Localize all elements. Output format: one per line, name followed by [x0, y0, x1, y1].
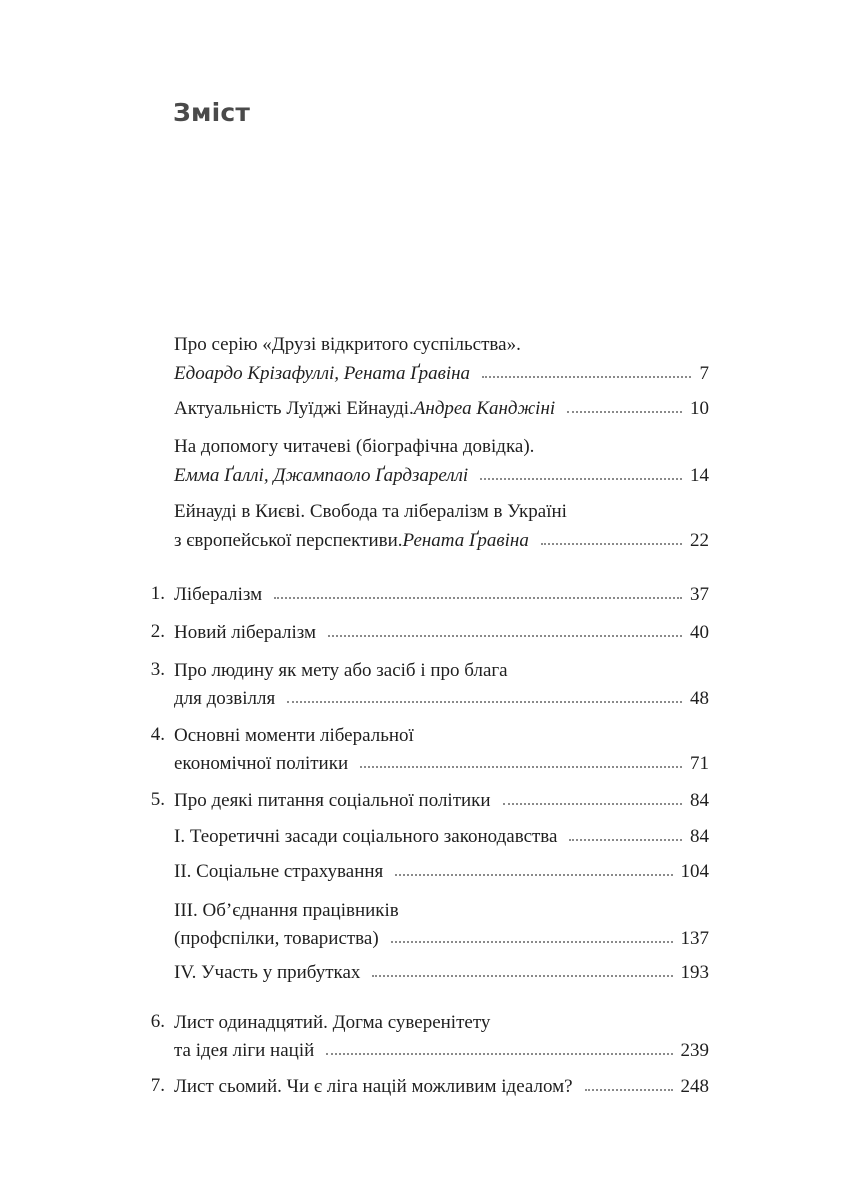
page-number: 10 — [690, 398, 709, 419]
toc-entry-last-line — [174, 394, 709, 420]
toc-entry-text: Лист одинадцятий. Догма суверенітету — [174, 1012, 491, 1033]
toc-entry-last-line — [174, 822, 709, 848]
page-number: 84 — [690, 826, 709, 847]
dot-leader — [274, 597, 682, 599]
toc-entry-last-line — [174, 786, 709, 812]
page-number: 37 — [690, 584, 709, 605]
dot-leader — [567, 411, 682, 413]
toc-entry-text: III. Об’єднання працівників — [174, 900, 399, 921]
page-number: 22 — [690, 530, 709, 551]
toc-entry-last-line — [174, 359, 709, 385]
toc-entry-text: Основні моменти ліберальної — [174, 725, 414, 746]
page-number: 7 — [699, 363, 709, 384]
chapter-number: 1. — [150, 583, 165, 604]
toc-entry-text: Лист сьомий. Чи є ліга націй можливим ідеалом? — [174, 1076, 573, 1097]
dot-leader — [360, 766, 682, 768]
toc-entry-last-line — [174, 461, 709, 487]
toc-entry-text: Ейнауді в Києві. Свобода та лібералізм в Україні — [174, 501, 567, 522]
toc-entry-line — [174, 497, 709, 523]
toc-entry-line — [174, 656, 709, 682]
dot-leader — [391, 941, 673, 943]
dot-leader — [503, 803, 682, 805]
dot-leader — [480, 478, 682, 480]
dot-leader — [541, 543, 682, 545]
toc-entry-last-line — [174, 580, 709, 606]
page-number: 193 — [680, 962, 709, 983]
toc-entry-last-line — [174, 958, 709, 984]
dot-leader — [287, 701, 682, 703]
page-number: 48 — [690, 688, 709, 709]
toc-entry-text: Про серію «Друзі відкритого суспільства». — [174, 334, 521, 355]
chapter-number: 4. — [150, 724, 165, 745]
toc-entry-author: Емма Ґаллі, Джампаоло Ґардзареллі — [174, 465, 469, 486]
page-number: 137 — [680, 928, 709, 949]
toc-entry-text: Про людину як мету або засіб і про блага — [174, 660, 508, 681]
toc-entry-author: Рената Ґравіна — [402, 530, 529, 551]
chapter-number: 2. — [150, 621, 165, 642]
toc-entry-text: економічної політики — [174, 753, 349, 774]
chapter-number: 7. — [150, 1075, 165, 1096]
page-number: 71 — [690, 753, 709, 774]
page-number: 239 — [680, 1040, 709, 1061]
chapter-number: 5. — [150, 789, 165, 810]
toc-entry-last-line — [174, 684, 709, 710]
toc-entry-line — [174, 1008, 709, 1034]
toc-entry-text: IV. Участь у прибутках — [174, 962, 361, 983]
toc-entry-text: Новий лібералізм — [174, 622, 317, 643]
toc-entry-line — [174, 721, 709, 747]
dot-leader — [395, 874, 672, 876]
toc-entry-last-line — [174, 526, 709, 552]
page-number: 40 — [690, 622, 709, 643]
toc-entry-author: Андреа Канджіні — [413, 398, 556, 419]
toc-entry-text: Про деякі питання соціальної політики — [174, 790, 491, 811]
toc-entry-text: з європейської перспективи. — [174, 530, 403, 551]
toc-entry-last-line — [174, 749, 709, 775]
toc-entry-last-line — [174, 618, 709, 644]
toc-entry-last-line — [174, 924, 709, 950]
toc-entry-last-line — [174, 1072, 709, 1098]
toc-entry-text: На допомогу читачеві (біографічна довідка). — [174, 436, 535, 457]
toc-entry-line — [174, 330, 709, 356]
dot-leader — [372, 975, 672, 977]
page-number: 14 — [690, 465, 709, 486]
toc-entry-last-line — [174, 857, 709, 883]
dot-leader — [328, 635, 682, 637]
page-number: 84 — [690, 790, 709, 811]
dot-leader — [585, 1089, 673, 1091]
toc-entry-text: II. Соціальне страхування — [174, 861, 384, 882]
toc-entry-text: Лібералізм — [174, 584, 263, 605]
toc-entry-text: I. Теоретичні засади соціального законодавства — [174, 826, 558, 847]
chapter-number: 6. — [150, 1011, 165, 1032]
toc-entry-text: Актуальність Луїджі Ейнауді. — [174, 398, 414, 419]
page-title: Зміст — [173, 98, 251, 127]
dot-leader — [482, 376, 691, 378]
chapter-number: 3. — [150, 659, 165, 680]
page-number: 248 — [680, 1076, 709, 1097]
toc-entry-author: Едоардо Крізафуллі, Рената Ґравіна — [174, 363, 471, 384]
toc-entry-text: для дозвілля — [174, 688, 276, 709]
toc-entry-line — [174, 432, 709, 458]
toc-entry-text: (профспілки, товариства) — [174, 928, 379, 949]
dot-leader — [326, 1053, 672, 1055]
dot-leader — [569, 839, 682, 841]
toc-entry-last-line — [174, 1036, 709, 1062]
toc-entry-line — [174, 896, 709, 922]
toc-entry-text: та ідея ліги націй — [174, 1040, 315, 1061]
page-number: 104 — [680, 861, 709, 882]
